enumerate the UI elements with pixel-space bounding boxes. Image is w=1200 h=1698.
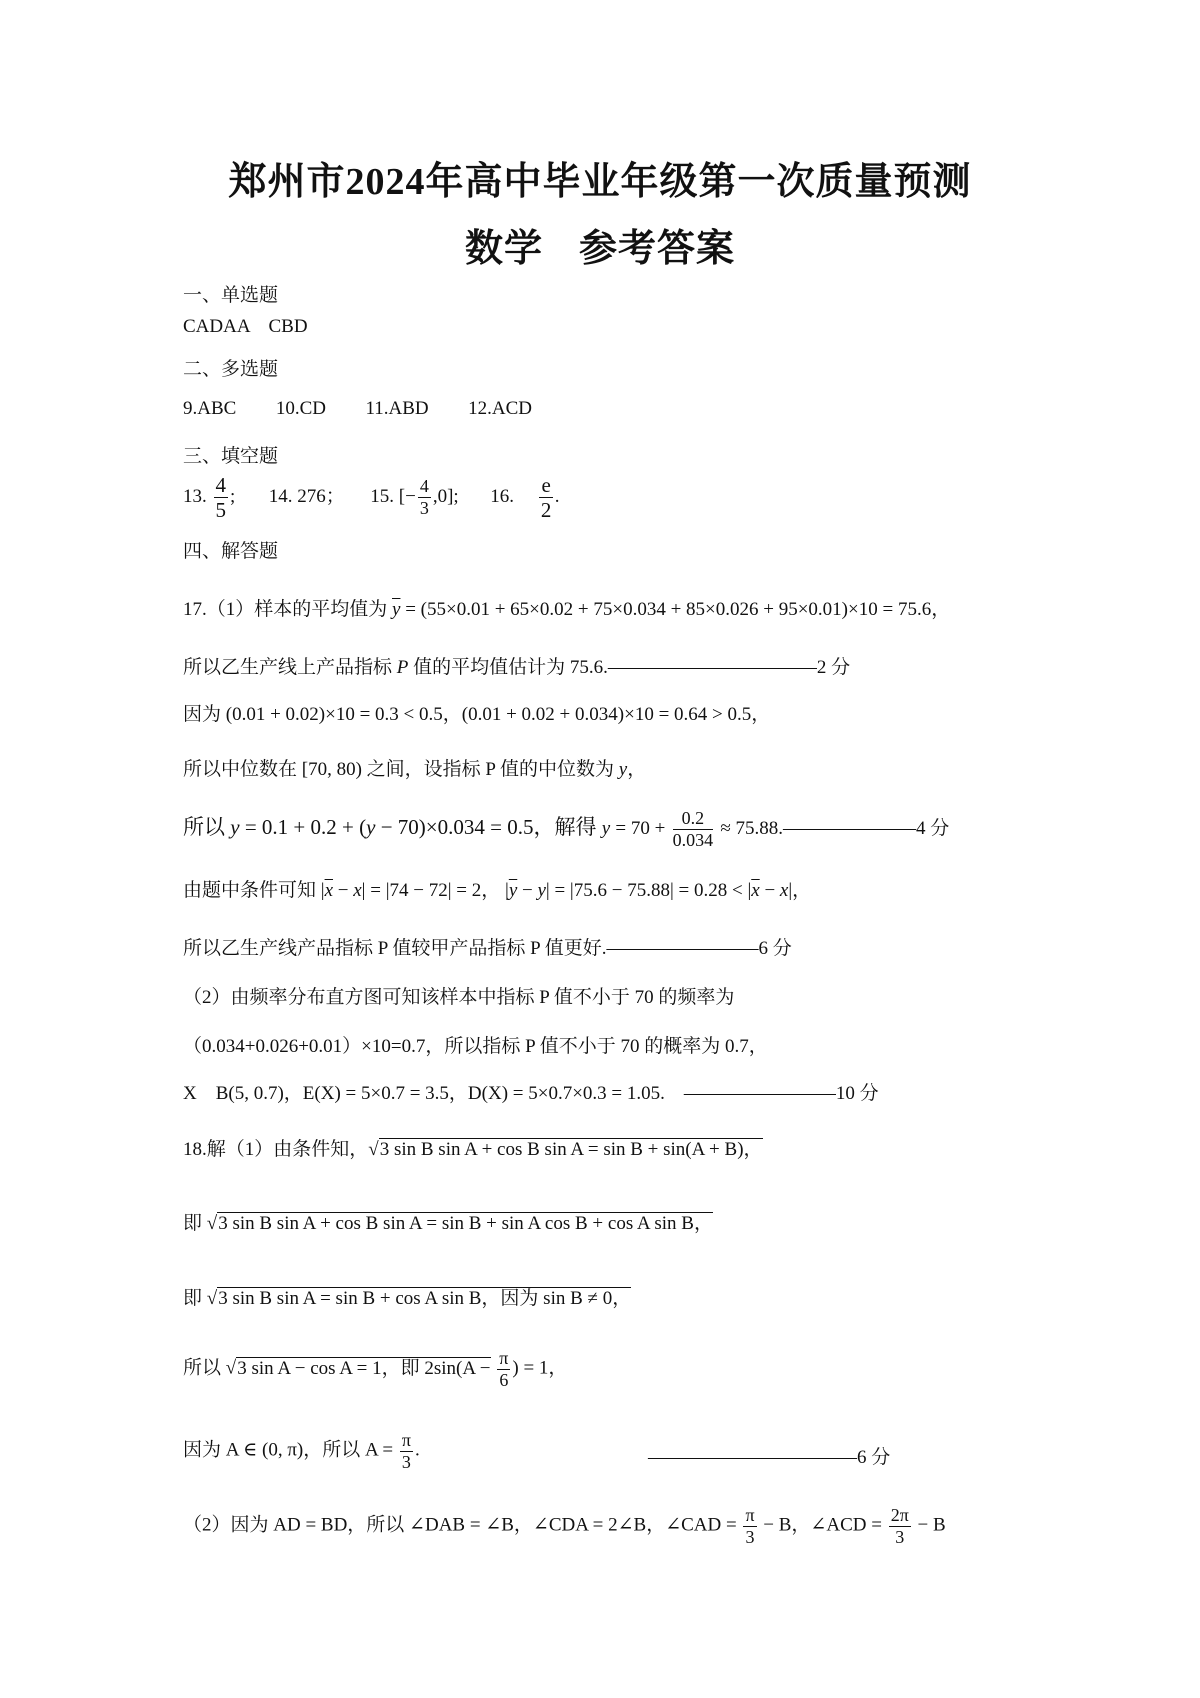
q18-line-6: （2）因为 AD = BD，所以 ∠DAB = ∠B，∠CDA = 2∠B，∠CAD = $\frac{\pi}{3}$ − B，∠ACD = $\frac{2\pi}{3}$ − B xyxy=(183,1505,946,1547)
q18-line-2: 即 √3 sin B sin A + cos B sin A = sin B + sin A cos B + cos A sin B， xyxy=(183,1213,713,1234)
q14-answer: 14. 276； xyxy=(268,486,345,507)
section-heading-multi-choice: 二、多选题 xyxy=(183,359,279,380)
answer-9: 9.ABC xyxy=(183,398,237,419)
q18-pi-over-6: $\frac{\pi}{6}$ xyxy=(499,1348,509,1390)
q15-fraction: $\frac{4}{3}$ xyxy=(419,476,429,519)
page-subtitle xyxy=(0,217,1200,272)
answer-key-label: 参考答案 xyxy=(579,228,736,270)
q16-label: 16. xyxy=(490,486,514,507)
page-title: 郑州市2024年高中毕业年级第一次质量预测 xyxy=(228,161,972,203)
q18-pi-over-3: $\frac{\pi}{3}$ xyxy=(401,1430,411,1472)
q17-median-fraction: $\frac{0.2}{0.034}$ xyxy=(672,808,714,850)
single-choice-answers: CADAA CBD xyxy=(183,316,308,337)
answer-10: 10.CD xyxy=(275,398,326,419)
q17-line-2: 所以乙生产线上产品指标 P 值的平均值估计为 75.6.———————————2 分 xyxy=(183,657,851,678)
section-heading-fill-in: 三、填空题 xyxy=(183,446,279,467)
subject-label: 数学 xyxy=(464,228,543,270)
q17-line-1: 17.（1）样本的平均值为 $\overline{y} = (55\times 0.01 + 65\times 0.02 + 75\times 0.034 + 85\times 0.026 + 95\times 0.01)\times 10 = 75.6$， xyxy=(183,599,951,620)
q17-line-3: 因为 (0.01 + 0.02)×10 = 0.3 < 0.5，(0.01 + 0.02 + 0.034)×10 = 0.64 > 0.5， xyxy=(183,704,771,725)
q18-acd-fraction: $\frac{2\pi}{3}$ xyxy=(890,1505,909,1547)
q15-label: 15. xyxy=(370,486,395,507)
q17-line-7: 所以乙生产线产品指标 P 值较甲产品指标 P 值更好.————————6 分 xyxy=(183,938,792,959)
section-heading-solutions: 四、解答题 xyxy=(183,541,279,562)
q17-line-9: （0.034+0.026+0.01）×10=0.7，所以指标 P 值不小于 70 的概率为 0.7， xyxy=(183,1036,768,1057)
answer-12: 12.ACD xyxy=(468,398,533,419)
q16-fraction: $\frac{e}{2}$ xyxy=(540,473,552,523)
q18-score-6: ———————————6 分 xyxy=(648,1447,891,1468)
q18-cad-fraction: $\frac{\pi}{3}$ xyxy=(745,1505,755,1547)
q17-line-4: 所以中位数在 [70, 80) 之间，设指标 P 值的中位数为 y， xyxy=(183,759,647,780)
q18-line-3: 即 √3 sin B sin A = sin B + cos A sin B，因为 sin B ≠ 0， xyxy=(183,1288,632,1309)
fill-in-answers: 13. $\frac{4}{5}$ ; 14. 276； 15. [− $\frac{4}{3}$ ,0]; 16. $\frac{e}{2}$ . xyxy=(183,473,560,523)
q17-line-8: （2）由频率分布直方图可知该样本中指标 P 值不小于 70 的频率为 xyxy=(183,987,735,1008)
q18-line-4: 所以 √3 sin A − cos A = 1，即 2sin(A − $\frac{\pi}{6}$ ) = 1， xyxy=(183,1348,568,1390)
q17-line-10: X B(5, 0.7)，E(X) = 5×0.7 = 3.5，D(X) = 5×0.7×0.3 = 1.05. ————————10 分 xyxy=(183,1083,879,1104)
q17-line-6: 由题中条件可知 $|\overline{x} - x| = |74 - 72| = 2$， $|\overline{y} - y| = |75.6 - 75.88| = 0.28 < |\overline{x} - x|$， xyxy=(183,880,812,901)
answer-11: 11.ABD xyxy=(365,398,429,419)
q13-label: 13. xyxy=(183,486,207,507)
section-heading-single-choice: 一、单选题 xyxy=(183,285,279,306)
q13-fraction: $\frac{4}{5}$ xyxy=(215,473,226,523)
q17-line-5: 所以 y = 0.1 + 0.2 + (y − 70)×0.034 = 0.5，解得 y = 70 + $\frac{0.2}{0.034}$ ≈ 75.88.———————4 分 xyxy=(183,808,950,850)
q18-line-1: 18.解（1）由条件知，√3 sin B sin A + cos B sin A = sin B + sin(A + B)， xyxy=(183,1139,763,1160)
q18-line-5: 因为 A ∈ (0, π)，所以 A = $\frac{\pi}{3}$ . xyxy=(183,1430,420,1472)
multi-choice-answers xyxy=(183,398,532,420)
